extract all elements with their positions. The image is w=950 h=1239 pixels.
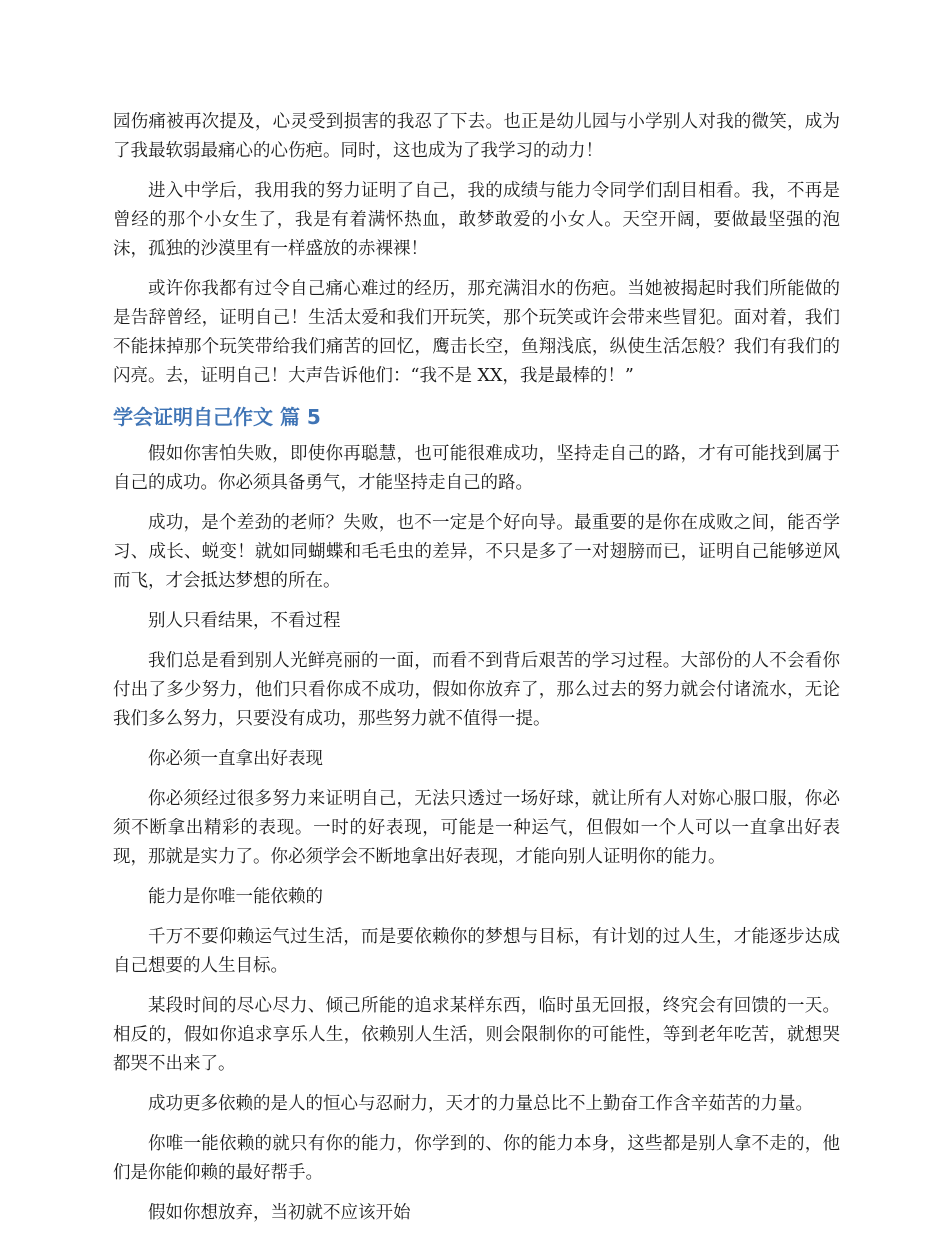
paragraph: 你必须经过很多努力来证明自己，无法只透过一场好球，就让所有人对妳心服口服，你必须不断拿出精彩的表现。一时的好表现，可能是一种运气，但假如一个人可以一直拿出好表现，那就是实力了。你必须学会不断地拿出好表现，才能向别人证明你的能力。	[113, 789, 840, 867]
subheading-paragraph: 你必须一直拿出好表现	[148, 749, 323, 769]
paragraph: 成功，是个差劲的老师？失败，也不一定是个好向导。最重要的是你在成败之间，能否学习、成长、蜕变！就如同蝴蝶和毛毛虫的差异，不只是多了一对翅膀而已，证明自己能够逆风而飞，才会抵达梦想的所在。	[113, 513, 840, 591]
section-title: 学会证明自己作文 篇 5	[113, 405, 321, 429]
paragraph: 千万不要仰赖运气过生活，而是要依赖你的梦想与目标，有计划的过人生，才能逐步达成自己想要的人生目标。	[113, 927, 840, 976]
paragraph: 成功更多依赖的是人的恒心与忍耐力，天才的力量总比不上勤奋工作含辛茹苦的力量。	[148, 1094, 813, 1114]
subheading-paragraph: 能力是你唯一能依赖的	[148, 887, 323, 907]
document-page	[113, 108, 840, 1239]
paragraph: 园伤痛被再次提及，心灵受到损害的我忍了下去。也正是幼儿园与小学别人对我的微笑，成为了我最软弱最痛心的心伤疤。同时，这也成为了我学习的动力！	[113, 112, 840, 161]
paragraph: 进入中学后，我用我的努力证明了自己，我的成绩与能力令同学们刮目相看。我，不再是曾经的那个小女生了，我是有着满怀热血，敢梦敢爱的小女人。天空开阔，要做最坚强的泡沫，孤独的沙漠里有一样盛放的赤裸裸！	[113, 181, 840, 259]
paragraph: 你唯一能依赖的就只有你的能力，你学到的、你的能力本身，这些都是别人拿不走的，他们是你能仰赖的最好帮手。	[113, 1134, 840, 1183]
subheading-paragraph: 假如你想放弃，当初就不应该开始	[148, 1203, 411, 1223]
paragraph: 或许你我都有过令自己痛心难过的经历，那充满泪水的伤疤。当她被揭起时我们所能做的是告辞曾经，证明自己！生活太爱和我们开玩笑，那个玩笑或许会带来些冒犯。面对着，我们不能抹掉那个玩笑带给我们痛苦的回忆，鹰击长空，鱼翔浅底，纵使生活怎般？我们有我们的闪亮。去，证明自己！大声告诉他们：“我不是 XX，我是最棒的！”	[113, 279, 840, 386]
subheading-paragraph: 别人只看结果，不看过程	[148, 611, 341, 631]
paragraph: 我们总是看到别人光鲜亮丽的一面，而看不到背后艰苦的学习过程。大部份的人不会看你付出了多少努力，他们只看你成不成功，假如你放弃了，那么过去的努力就会付诸流水，无论我们多么努力，只要没有成功，那些努力就不值得一提。	[113, 651, 840, 729]
paragraph: 假如你害怕失败，即使你再聪慧，也可能很难成功，坚持走自己的路，才有可能找到属于自己的成功。你必须具备勇气，才能坚持走自己的路。	[113, 444, 840, 493]
paragraph: 某段时间的尽心尽力、倾己所能的追求某样东西，临时虽无回报，终究会有回馈的一天。相反的，假如你追求享乐人生，依赖别人生活，则会限制你的可能性，等到老年吃苦，就想哭都哭不出来了。	[113, 996, 840, 1074]
